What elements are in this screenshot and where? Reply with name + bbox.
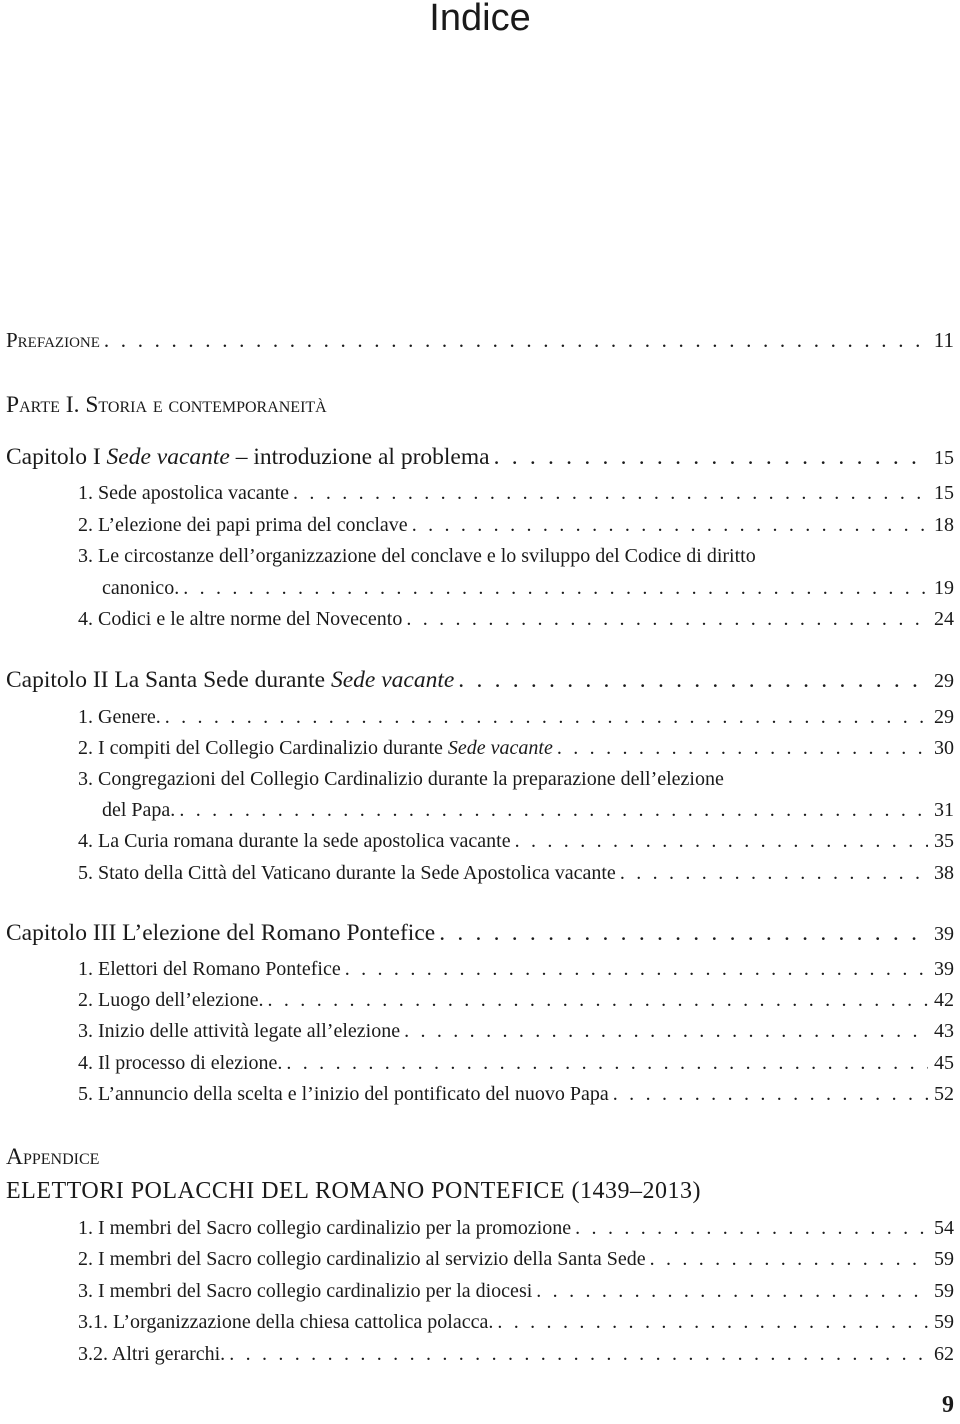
toc-entry[interactable]: 3.2. Altri gerarchi. . . . 62	[78, 1343, 954, 1375]
toc-entry[interactable]: 4. Il processo di elezione. . . . 45	[78, 1052, 954, 1084]
toc-chapter-label: Capitolo III L’elezione del Romano Pontefice	[6, 920, 436, 946]
leader-dots	[616, 862, 928, 885]
leader-dots	[289, 482, 928, 505]
toc-page-number: 11	[933, 328, 954, 352]
toc-chapter-1[interactable]	[6, 444, 954, 476]
page-title: Indice	[429, 0, 531, 39]
appendix-subtitle: ELETTORI POLACCHI DEL ROMANO PONTEFICE (1439–2013)	[6, 1178, 701, 1204]
leader-dots	[264, 989, 929, 1012]
toc-entry[interactable]: 3. Le circostanze dell’organizzazione del conclave e lo sviluppo del Codice di diritto	[78, 545, 756, 567]
leader-dots	[490, 444, 928, 471]
leader-dots	[100, 328, 928, 353]
leader-dots	[341, 958, 928, 981]
leader-dots	[571, 1217, 928, 1240]
toc-entry[interactable]: 3. Inizio delle attività legate all’elezione . . . 43	[78, 1020, 954, 1052]
leader-dots	[402, 608, 928, 631]
toc-chapter-3[interactable]	[6, 920, 954, 952]
leader-dots	[408, 514, 928, 537]
toc-chapter-label: Capitolo I Sede vacante – introduzione al problema	[6, 444, 490, 470]
toc-entry[interactable]: 1. I membri del Sacro collegio cardinalizio per la promozione . . . 54	[78, 1217, 954, 1249]
toc-entry[interactable]: 1. Genere. . . . 29	[78, 706, 954, 738]
toc-entry[interactable]: 2. L’elezione dei papi prima del conclave . . . 18	[78, 514, 954, 546]
leader-dots	[454, 667, 928, 694]
toc-page-number: 39	[934, 923, 954, 945]
toc-entry[interactable]: 3. Congregazioni del Collegio Cardinalizio durante la preparazione dell’elezione	[78, 768, 724, 790]
toc-entry[interactable]: 4. Codici e le altre norme del Novecento . . . 24	[78, 608, 954, 640]
toc-entry[interactable]: 3. I membri del Sacro collegio cardinalizio per la diocesi . . . 59	[78, 1280, 954, 1312]
leader-dots	[282, 1052, 928, 1075]
toc-entry-label: Prefazione	[6, 328, 100, 352]
toc-page-number: 15	[934, 447, 954, 469]
leader-dots	[175, 799, 928, 822]
toc-entry[interactable]: 5. Stato della Città del Vaticano durante la Sede Apostolica vacante . . . 38	[78, 862, 954, 894]
toc-chapter-2[interactable]	[6, 667, 954, 699]
toc-entry[interactable]: 4. La Curia romana durante la sede apostolica vacante . . . 35	[78, 830, 954, 862]
toc-entry-continuation[interactable]: del Papa. . . . 31	[102, 799, 954, 831]
toc-entry[interactable]: 5. L’annuncio della scelta e l’inizio del pontificato del nuovo Papa . . . 52	[78, 1083, 954, 1115]
toc-entry[interactable]: 1. Sede apostolica vacante . . . 15	[78, 482, 954, 514]
toc-entry[interactable]: 3.1. L’organizzazione della chiesa cattolica polacca. . . . 59	[78, 1311, 954, 1343]
leader-dots	[225, 1343, 928, 1366]
page-number: 9	[942, 1392, 954, 1418]
leader-dots	[511, 830, 928, 853]
toc-entry[interactable]: 2. Luogo dell’elezione. . . . 42	[78, 989, 954, 1021]
leader-dots	[646, 1248, 928, 1271]
toc-entry[interactable]: 2. I membri del Sacro collegio cardinalizio al servizio della Santa Sede . . . 59	[78, 1248, 954, 1280]
toc-entry[interactable]: 2. I compiti del Collegio Cardinalizio durante Sede vacante . . . 30	[78, 737, 954, 769]
leader-dots	[553, 737, 928, 760]
leader-dots	[609, 1083, 928, 1106]
appendix-heading: Appendice	[6, 1144, 100, 1170]
toc-entry-prefazione[interactable]	[6, 328, 954, 360]
leader-dots	[532, 1280, 928, 1303]
toc-chapter-label: Capitolo II La Santa Sede durante Sede vacante	[6, 667, 455, 693]
leader-dots	[435, 920, 928, 947]
toc-page-number: 29	[934, 670, 954, 692]
leader-dots	[400, 1020, 928, 1043]
toc-entry-continuation[interactable]: canonico. . . . 19	[102, 577, 954, 609]
part-heading: Parte I. Storia e contemporaneità	[6, 392, 327, 418]
toc-entry[interactable]: 1. Elettori del Romano Pontefice . . . 39	[78, 958, 954, 990]
leader-dots	[493, 1311, 928, 1334]
leader-dots	[161, 706, 928, 729]
leader-dots	[179, 577, 928, 600]
